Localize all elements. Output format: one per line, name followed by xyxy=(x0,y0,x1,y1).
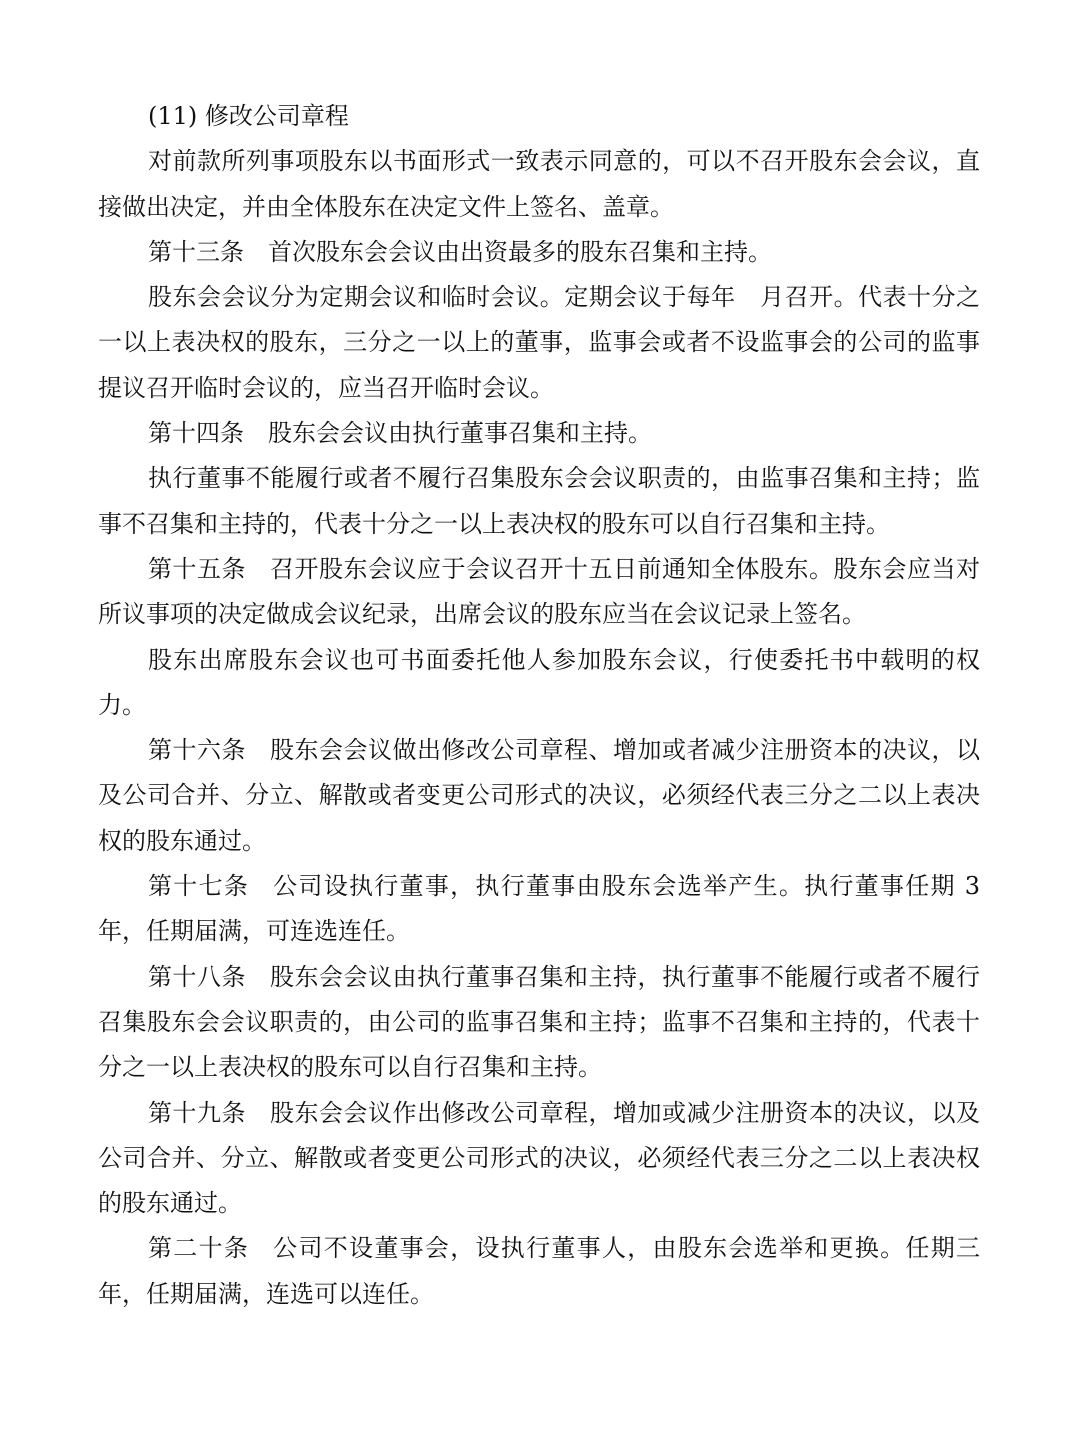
article-text: 公司设执行董事，执行董事由股东会选举产生。执行董事任期 3 年，任期届满，可连选连任。 xyxy=(98,872,980,946)
article-19 xyxy=(98,1091,980,1227)
paragraph-meetings xyxy=(98,275,980,411)
article-number: 第十九条 xyxy=(148,1098,246,1127)
article-text: 公司不设董事会，设执行董事人，由股东会选举和更换。任期三年，任期届满，连选可以连任。 xyxy=(98,1234,981,1308)
article-number: 第十五条 xyxy=(148,554,246,583)
article-18 xyxy=(98,955,980,1091)
article-text: 首次股东会会议由出资最多的股东召集和主持。 xyxy=(268,237,772,266)
article-13 xyxy=(98,230,980,275)
paragraph-text: 股东会会议分为定期会议和临时会议。定期会议于每年 月召开。代表十分之一以上表决权的股东，三分之一以上的董事，监事会或者不设监事会的公司的监事提议召开临时会议的，应当召开临时会议。 xyxy=(98,283,980,402)
article-text: 股东会会议由执行董事召集和主持。 xyxy=(268,419,652,448)
paragraph-proxy xyxy=(98,638,980,729)
article-number: 第十七条 xyxy=(148,872,250,901)
article-20 xyxy=(98,1226,980,1317)
paragraph-text: 对前款所列事项股东以书面形式一致表示同意的，可以不召开股东会会议，直接做出决定，并由全体股东在决定文件上签名、盖章。 xyxy=(98,147,980,221)
article-number: 第二十条 xyxy=(148,1234,250,1263)
document-body xyxy=(98,94,980,1317)
paragraph-text: 执行董事不能履行或者不履行召集股东会会议职责的，由监事召集和主持；监事不召集和主持的，代表十分之一以上表决权的股东可以自行召集和主持。 xyxy=(98,464,980,538)
article-number: 第十六条 xyxy=(148,736,246,765)
article-number: 第十八条 xyxy=(148,962,246,991)
article-number: 第十三条 xyxy=(148,237,244,266)
article-text: 股东会会议作出修改公司章程，增加或减少注册资本的决议，以及公司合并、分立、解散或者变更公司形式的决议，必须经代表三分之二以上表决权的股东通过。 xyxy=(98,1098,980,1218)
article-text: 股东会会议由执行董事召集和主持，执行董事不能履行或者不履行召集股东会会议职责的，由公司的监事召集和主持；监事不召集和主持的，代表十分之一以上表决权的股东可以自行召集和主持。 xyxy=(98,962,980,1082)
paragraph-text: 股东出席股东会议也可书面委托他人参加股东会议，行使委托书中载明的权力。 xyxy=(98,645,980,719)
paragraph-text: (11) 修改公司章程 xyxy=(148,102,349,130)
article-16 xyxy=(98,728,980,864)
article-text: 股东会会议做出修改公司章程、增加或者减少注册资本的决议，以及公司合并、分立、解散或者变更公司形式的决议，必须经代表三分之二以上表决权的股东通过。 xyxy=(98,736,980,855)
article-text: 召开股东会议应于会议召开十五日前通知全体股东。股东会应当对所议事项的决定做成会议纪录，出席会议的股东应当在会议记录上签名。 xyxy=(98,554,980,629)
paragraph-written-consent xyxy=(98,139,980,230)
article-number: 第十四条 xyxy=(148,419,244,448)
paragraph-item-11 xyxy=(98,94,980,139)
article-15 xyxy=(98,547,980,638)
article-14 xyxy=(98,411,980,456)
article-17 xyxy=(98,864,980,955)
paragraph-convening xyxy=(98,456,980,547)
